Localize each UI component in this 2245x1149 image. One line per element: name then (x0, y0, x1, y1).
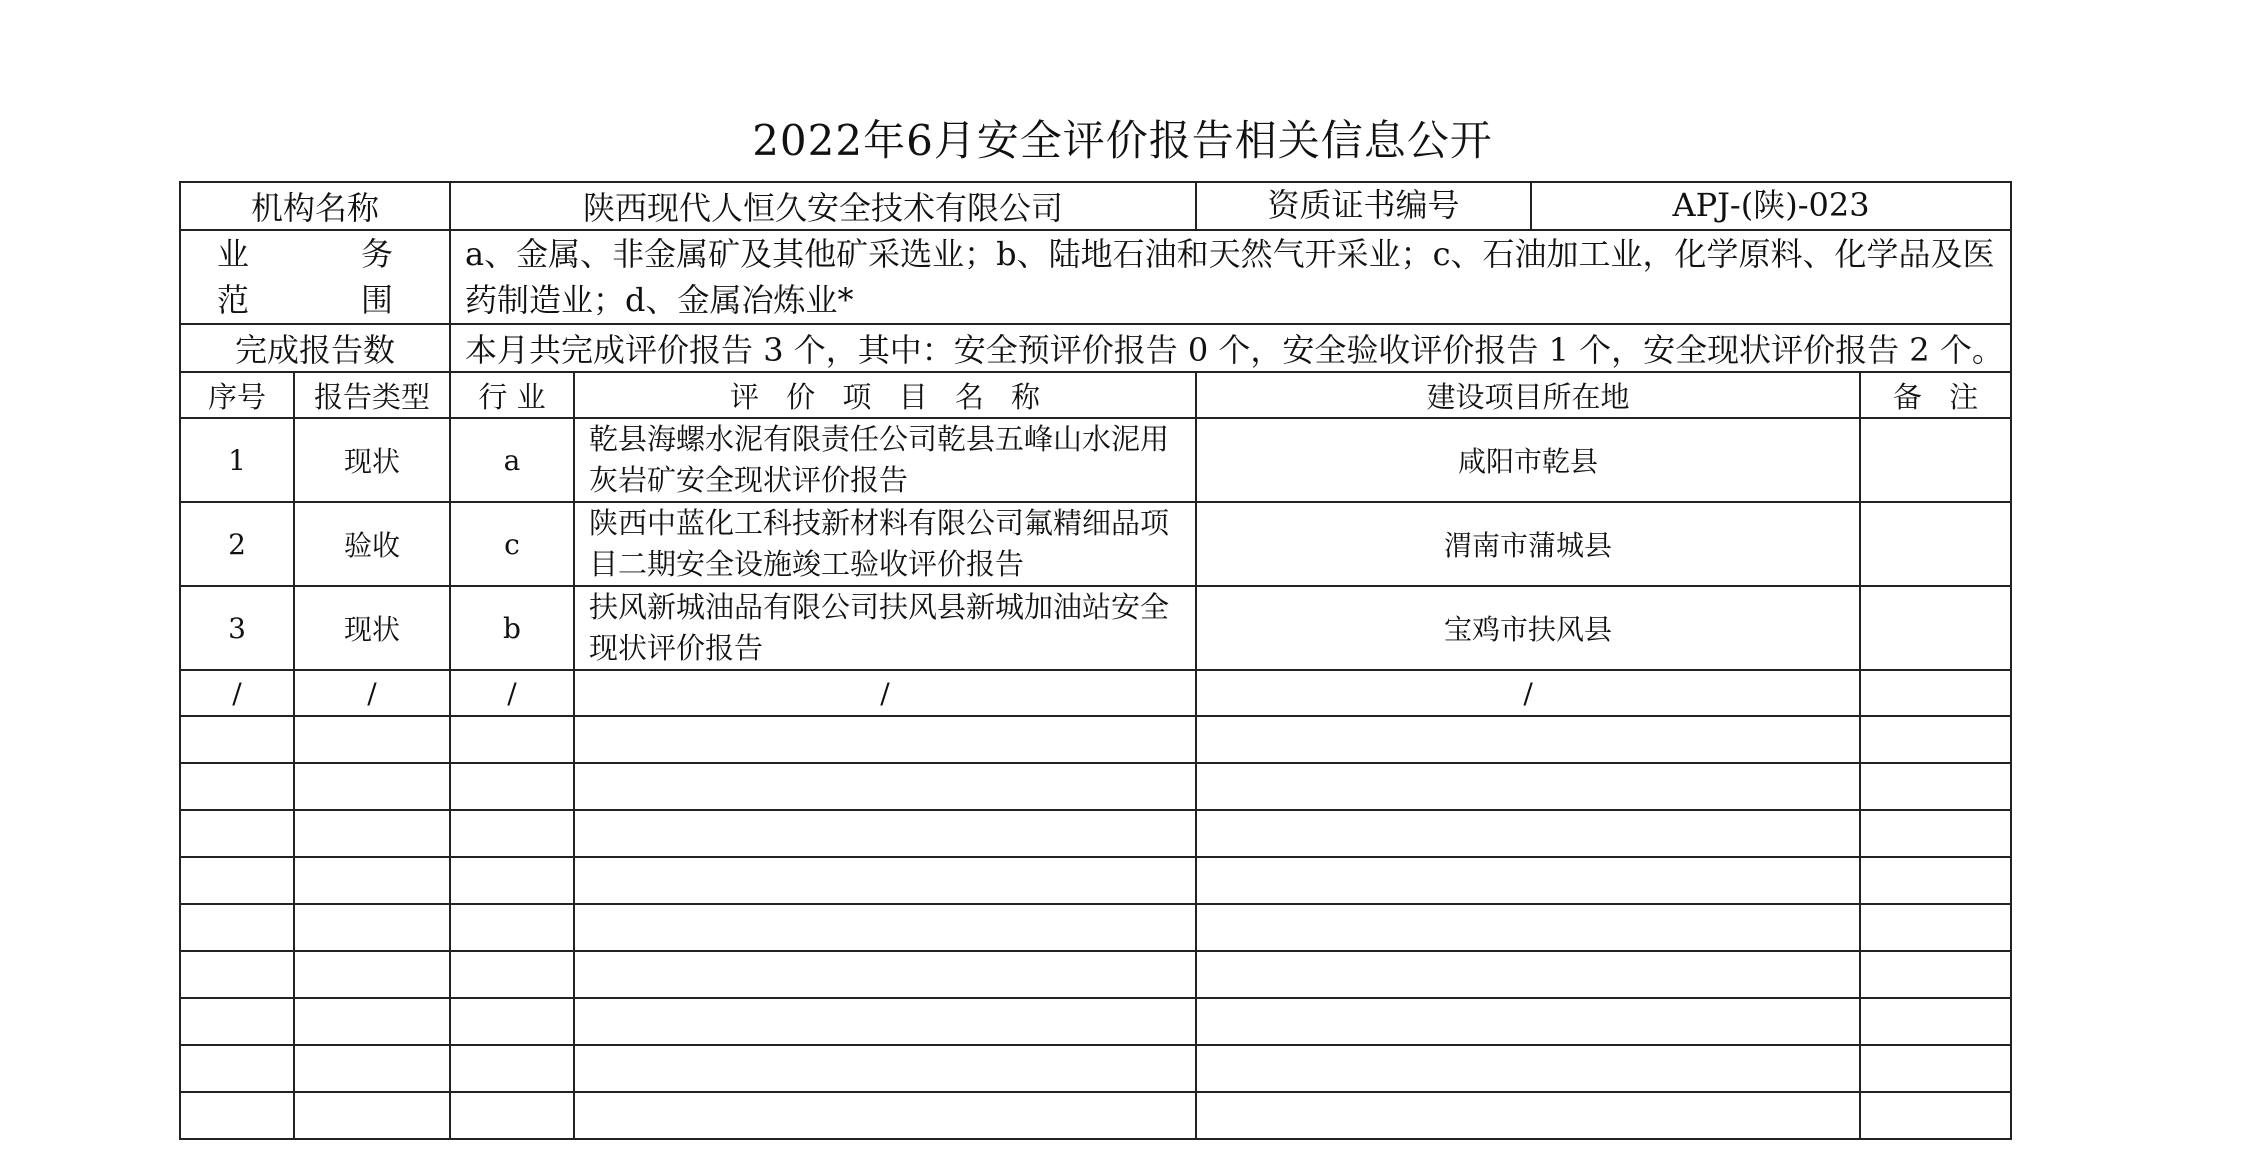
org-row (180, 182, 2011, 230)
empty-row (180, 716, 2011, 763)
row-remark (1860, 418, 2011, 502)
empty-cell (180, 763, 294, 810)
count-row (180, 324, 2011, 372)
empty-cell (294, 716, 450, 763)
empty-cell (294, 763, 450, 810)
scope-row (180, 230, 2011, 324)
empty-cell (574, 1045, 1196, 1092)
empty-cell (180, 904, 294, 951)
empty-cell (1196, 716, 1860, 763)
row-remark (1860, 502, 2011, 586)
table-row (180, 586, 2011, 670)
scope-value: a、金属、非金属矿及其他矿采选业；b、陆地石油和天然气开采业；c、石油加工业，化学原料、化学品及医药制造业；d、金属冶炼业* (450, 230, 2011, 324)
info-table (179, 181, 2012, 1140)
cert-cell (1196, 182, 2011, 230)
slash-seq: / (180, 670, 294, 716)
row-type: 现状 (294, 418, 450, 502)
empty-cell (1860, 951, 2011, 998)
row-seq: 3 (180, 586, 294, 670)
empty-cell (574, 857, 1196, 904)
scope-label (180, 230, 450, 324)
empty-row (180, 1092, 2011, 1139)
empty-cell (1196, 763, 1860, 810)
empty-cell (294, 951, 450, 998)
col-seq: 序号 (180, 372, 294, 418)
slash-name: / (574, 670, 1196, 716)
empty-cell (1860, 857, 2011, 904)
empty-cell (180, 1045, 294, 1092)
empty-cell (1860, 763, 2011, 810)
empty-cell (294, 904, 450, 951)
slash-location: / (1196, 670, 1860, 716)
empty-cell (450, 763, 574, 810)
column-header-row (180, 372, 2011, 418)
empty-cell (294, 998, 450, 1045)
empty-cell (574, 763, 1196, 810)
scope-label-line1: 业 务 (217, 235, 434, 273)
slash-industry: / (450, 670, 574, 716)
empty-row (180, 763, 2011, 810)
empty-cell (574, 951, 1196, 998)
empty-cell (450, 1045, 574, 1092)
empty-cell (180, 1092, 294, 1139)
slash-row (180, 670, 2011, 716)
empty-cell (450, 998, 574, 1045)
cert-value: APJ-(陕)-023 (1672, 186, 1870, 224)
empty-row (180, 857, 2011, 904)
table-row (180, 502, 2011, 586)
empty-cell (180, 810, 294, 857)
empty-cell (450, 951, 574, 998)
empty-cell (450, 810, 574, 857)
org-value (450, 182, 1196, 230)
empty-cell (1196, 904, 1860, 951)
empty-row (180, 1045, 2011, 1092)
empty-row (180, 998, 2011, 1045)
slash-type: / (294, 670, 450, 716)
row-location: 宝鸡市扶风县 (1196, 586, 1860, 670)
row-industry: a (450, 418, 574, 502)
empty-cell (180, 857, 294, 904)
count-label: 完成报告数 (180, 324, 450, 372)
empty-row (180, 810, 2011, 857)
empty-cell (294, 810, 450, 857)
row-seq: 1 (180, 418, 294, 502)
col-type: 报告类型 (294, 372, 450, 418)
empty-cell (450, 904, 574, 951)
col-location: 建设项目所在地 (1196, 372, 1860, 418)
empty-cell (574, 716, 1196, 763)
row-project-name: 乾县海螺水泥有限责任公司乾县五峰山水泥用灰岩矿安全现状评价报告 (574, 418, 1196, 502)
scope-label-line2: 范 围 (217, 281, 434, 319)
row-type: 验收 (294, 502, 450, 586)
table-row (180, 418, 2011, 502)
slash-remark (1860, 670, 2011, 716)
empty-cell (1860, 716, 2011, 763)
row-project-name: 陕西中蓝化工科技新材料有限公司氟精细品项目二期安全设施竣工验收评价报告 (574, 502, 1196, 586)
empty-cell (1196, 1045, 1860, 1092)
empty-cell (574, 904, 1196, 951)
count-value: 本月共完成评价报告 3 个，其中：安全预评价报告 0 个，安全验收评价报告 1 个，安全现状评价报告 2 个。 (450, 324, 2011, 372)
empty-cell (294, 1045, 450, 1092)
org-label: 机构名称 (180, 182, 450, 230)
row-industry: c (450, 502, 574, 586)
empty-cell (1196, 1092, 1860, 1139)
empty-cell (1196, 998, 1860, 1045)
empty-cell (1860, 904, 2011, 951)
row-industry: b (450, 586, 574, 670)
empty-cell (294, 857, 450, 904)
row-seq: 2 (180, 502, 294, 586)
col-industry: 行 业 (450, 372, 574, 418)
empty-cell (180, 951, 294, 998)
empty-cell (1860, 810, 2011, 857)
empty-cell (1860, 998, 2011, 1045)
col-remark: 备 注 (1860, 372, 2011, 418)
empty-cell (574, 810, 1196, 857)
empty-row (180, 951, 2011, 998)
row-remark (1860, 586, 2011, 670)
col-name: 评 价 项 目 名 称 (574, 372, 1196, 418)
empty-cell (450, 857, 574, 904)
page-title: 2022年6月安全评价报告相关信息公开 (752, 116, 1493, 165)
empty-cell (1196, 810, 1860, 857)
empty-cell (574, 998, 1196, 1045)
empty-cell (1196, 857, 1860, 904)
row-location: 渭南市蒲城县 (1196, 502, 1860, 586)
empty-cell (1196, 951, 1860, 998)
empty-cell (574, 1092, 1196, 1139)
empty-cell (450, 1092, 574, 1139)
cert-label: 资质证书编号 (1197, 183, 1532, 229)
empty-cell (1860, 1045, 2011, 1092)
row-location: 咸阳市乾县 (1196, 418, 1860, 502)
row-type: 现状 (294, 586, 450, 670)
empty-row (180, 904, 2011, 951)
empty-cell (180, 998, 294, 1045)
empty-cell (294, 1092, 450, 1139)
empty-cell (180, 716, 294, 763)
empty-cell (450, 716, 574, 763)
row-project-name: 扶风新城油品有限公司扶风县新城加油站安全现状评价报告 (574, 586, 1196, 670)
org-value-text: 陕西现代人恒久安全技术有限公司 (583, 189, 1064, 227)
empty-cell (1860, 1092, 2011, 1139)
